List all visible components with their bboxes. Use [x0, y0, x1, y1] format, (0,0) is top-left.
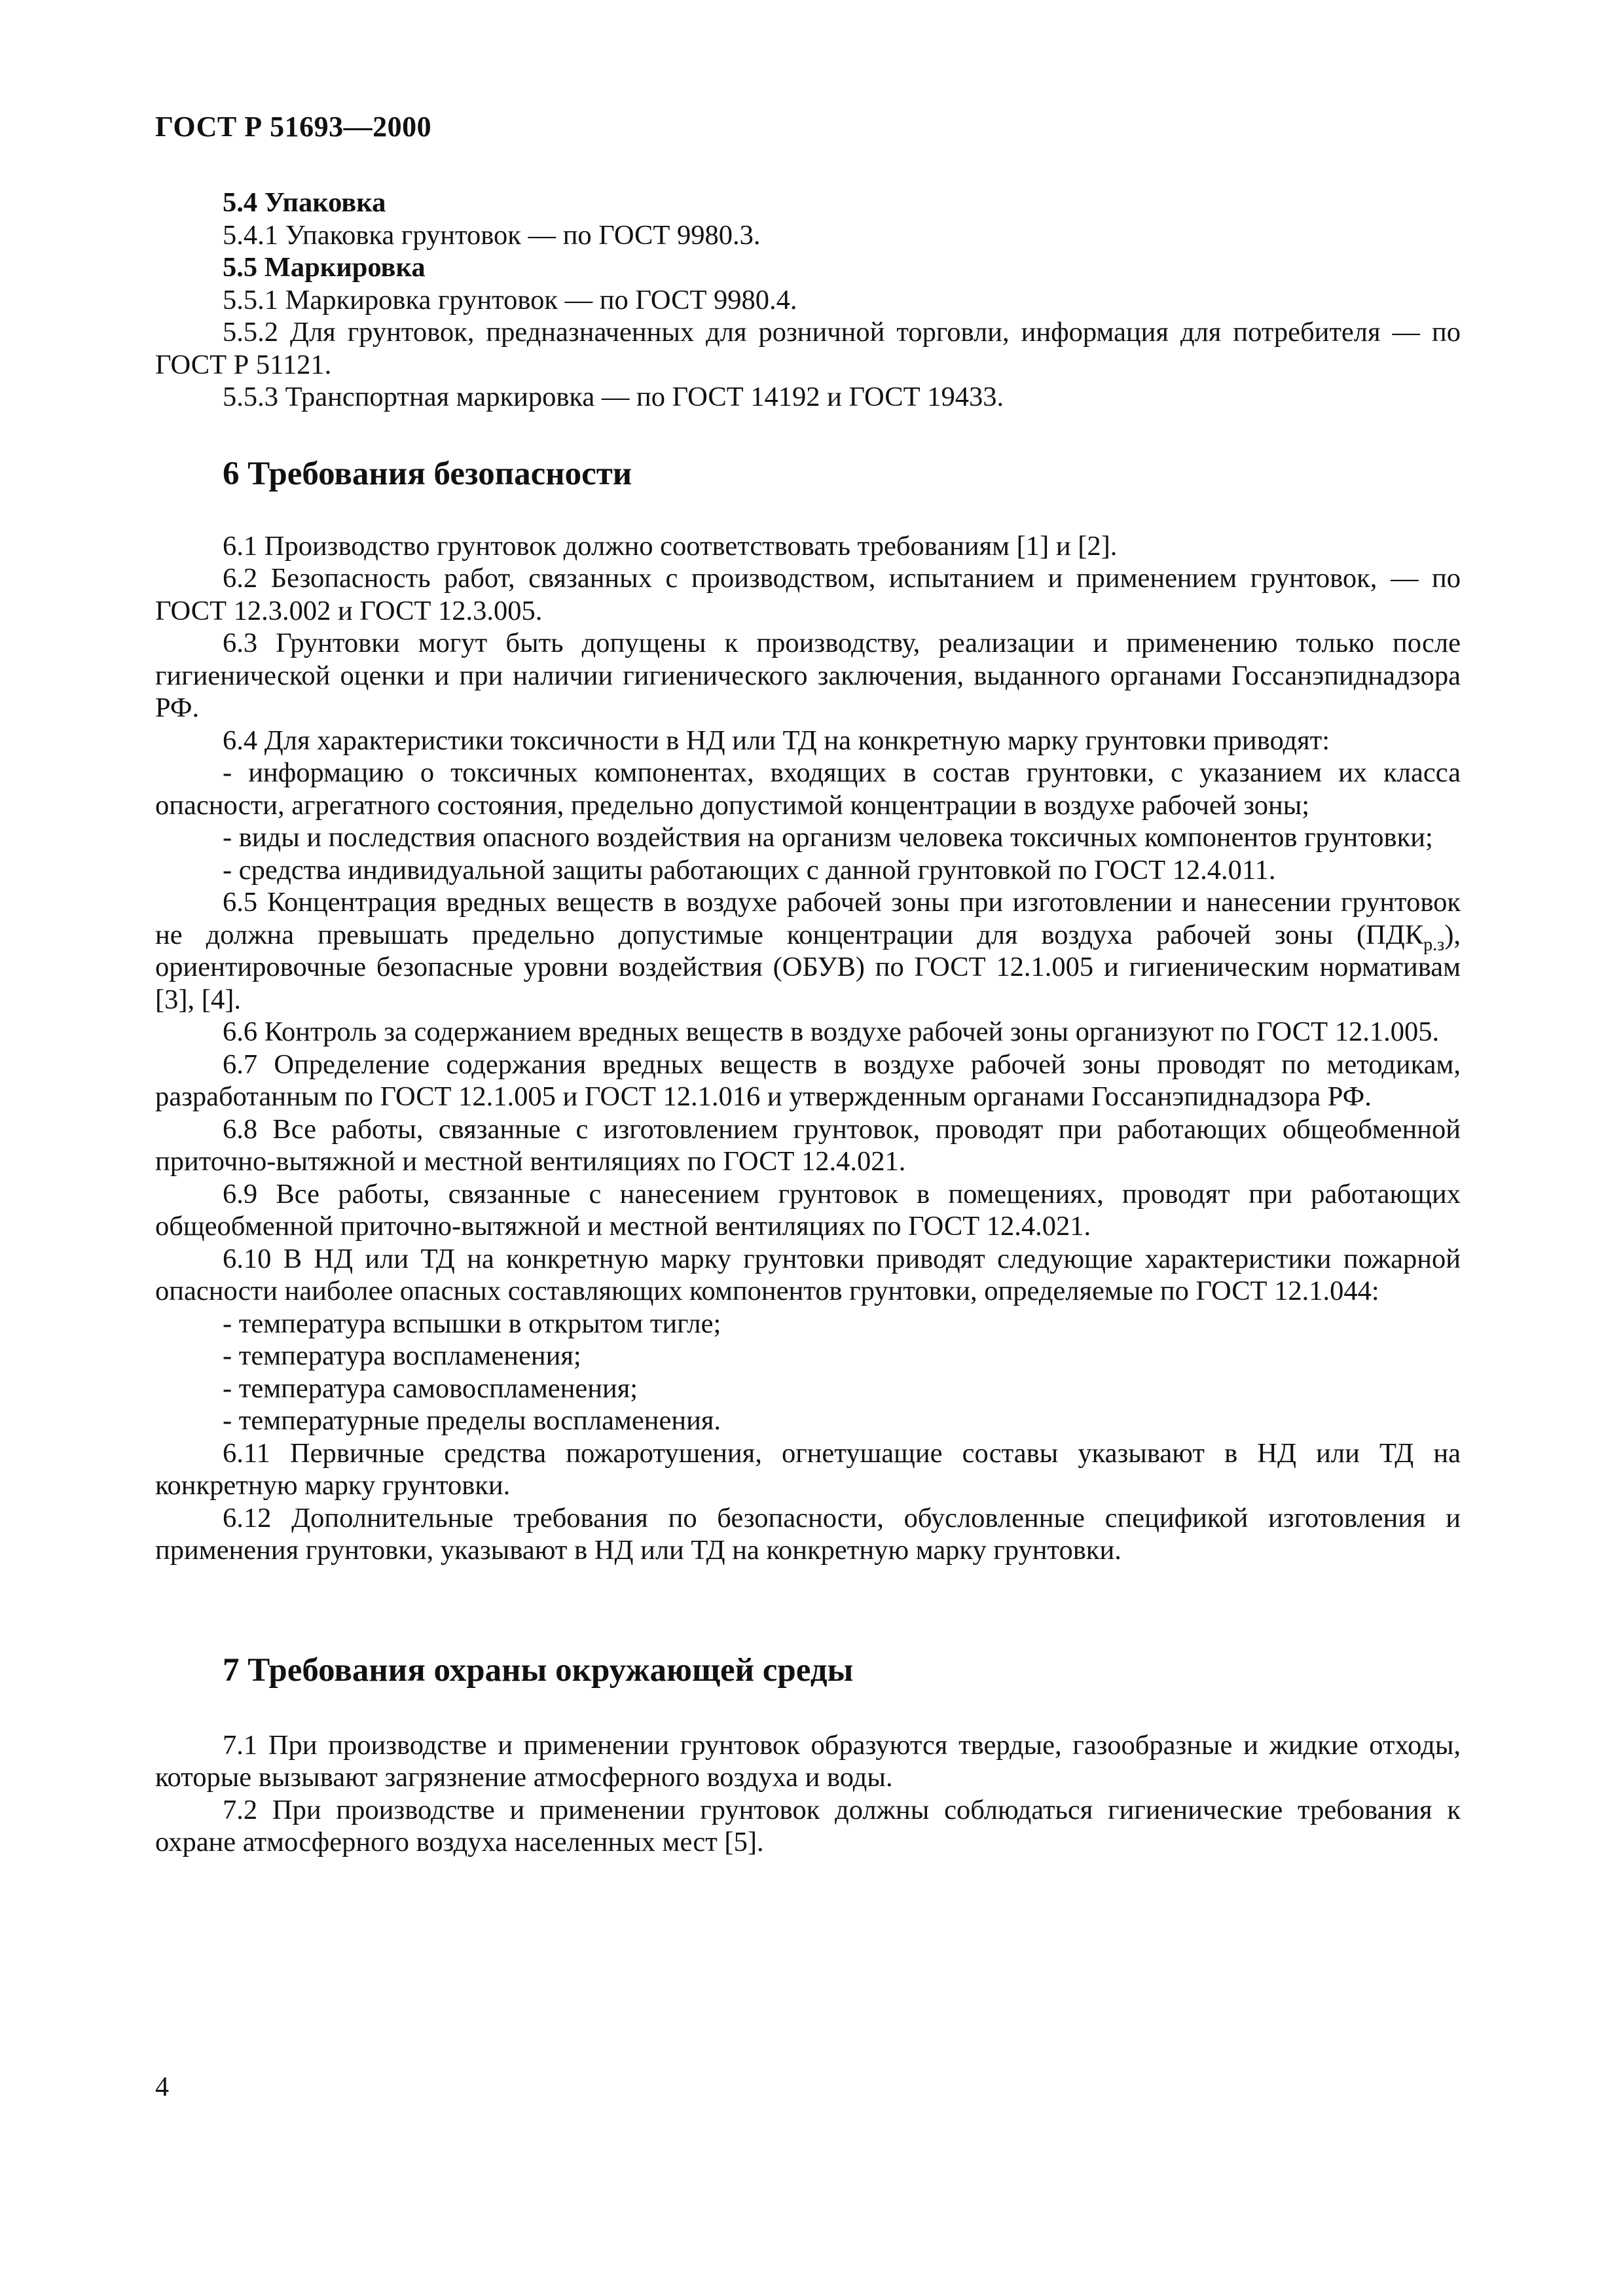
clause-6-5	[155, 886, 1461, 1016]
clause-5-5-2: 5.5.2 Для грунтовок, предназначенных для розничной торговли, информация для потребителя — по ГОСТ Р 51121.	[155, 317, 1461, 380]
list-item: - виды и последствия опасного воздействия на организм человека токсичных компонентов грунтовки;	[223, 822, 1433, 853]
list-item: - средства индивидуальной защиты работающих с данной грунтовкой по ГОСТ 12.4.011.	[223, 854, 1276, 886]
subsection-title-5-5: 5.5 Маркировка	[223, 252, 426, 283]
list-item: - информацию о токсичных компонентах, входящих в состав грунтовки, с указанием их класса опасности, агрегатного состояния, предельно допустимой концентрации в воздухе рабочей зоны;	[155, 757, 1461, 821]
clause-5-4-1: 5.4.1 Упаковка грунтовок — по ГОСТ 9980.3.	[223, 219, 761, 251]
clause-7-1: 7.1 При производстве и применении грунтовок образуются твердые, газообразные и жидкие отходы, которые вызывают загрязнение атмосферного воздуха и воды.	[155, 1729, 1461, 1793]
clause-6-5-text-b: ), ориентировочные безопасные уровни воздействия (ОБУВ) по ГОСТ 12.1.005 и гигиеническим нормативам [3], [4].	[155, 919, 1461, 1015]
clause-6-1: 6.1 Производство грунтовок должно соответствовать требованиям [1] и [2].	[223, 530, 1118, 562]
list-item: - температура вспышки в открытом тигле;	[223, 1308, 721, 1339]
clause-6-9: 6.9 Все работы, связанные с нанесением грунтовок в помещениях, проводят при работающих общеобменной приточно-вытяжной и местной вентиляциях по ГОСТ 12.4.021.	[155, 1178, 1461, 1242]
clause-6-8: 6.8 Все работы, связанные с изготовлением грунтовок, проводят при работающих общеобменной приточно-вытяжной и местной вентиляциях по ГОСТ 12.4.021.	[155, 1113, 1461, 1177]
clause-6-10: 6.10 В НД или ТД на конкретную марку грунтовки приводят следующие характеристики пожарной опасности наиболее опасных составляющих компонентов грунтовки, определяемые по ГОСТ 12.1.044:	[155, 1243, 1461, 1306]
clause-6-3: 6.3 Грунтовки могут быть допущены к производству, реализации и применению только после гигиенической оценки и при наличии гигиенического заключения, выданного органами Госсанэпиднадзора РФ.	[155, 628, 1461, 723]
subsection-title-5-4: 5.4 Упаковка	[223, 187, 386, 218]
clause-6-11: 6.11 Первичные средства пожаротушения, огнетушащие составы указывают в НД или ТД на конкретную марку грунтовки.	[155, 1437, 1461, 1501]
clause-7-2: 7.2 При производстве и применении грунтовок должны соблюдаться гигиенические требования к охране атмосферного воздуха населенных мест [5].	[155, 1794, 1461, 1857]
subscript-rz: р.з	[1423, 934, 1445, 955]
clause-6-2: 6.2 Безопасность работ, связанных с производством, испытанием и применением грунтовок, — по ГОСТ 12.3.002 и ГОСТ 12.3.005.	[155, 563, 1461, 626]
clause-6-5-text-a: 6.5 Концентрация вредных веществ в воздухе рабочей зоны при изготовлении и нанесении грунтовок не должна превышать предельно допустимые концентрации для воздуха рабочей зоны (ПДК	[155, 887, 1461, 950]
clause-5-5-3: 5.5.3 Транспортная маркировка — по ГОСТ 14192 и ГОСТ 19433.	[223, 382, 1004, 412]
clause-6-6: 6.6 Контроль за содержанием вредных веществ в воздухе рабочей зоны организуют по ГОСТ 12.1.005.	[223, 1016, 1440, 1047]
clause-5-5-1: 5.5.1 Маркировка грунтовок — по ГОСТ 9980.4.	[223, 284, 797, 315]
list-item: - температура воспламенения;	[223, 1340, 581, 1371]
document-body	[155, 187, 1461, 1859]
list-item: - температура самовоспламенения;	[223, 1372, 638, 1404]
page-number: 4	[155, 2072, 169, 2102]
section-title-6: 6 Требования безопасности	[223, 455, 632, 492]
clause-6-12: 6.12 Дополнительные требования по безопасности, обусловленные спецификой изготовления и применения грунтовки, указывают в НД или ТД на конкретную марку грунтовки.	[155, 1502, 1461, 1566]
clause-6-4: 6.4 Для характеристики токсичности в НД или ТД на конкретную марку грунтовки приводят:	[223, 725, 1330, 756]
list-item: - температурные пределы воспламенения.	[223, 1405, 721, 1436]
clause-6-7: 6.7 Определение содержания вредных веществ в воздухе рабочей зоны проводят по методикам, разработанным по ГОСТ 12.1.005 и ГОСТ 12.1.016 и утвержденным органами Госсанэпиднадзора РФ.	[155, 1049, 1461, 1112]
document-header: ГОСТ Р 51693—2000	[155, 111, 432, 143]
section-title-7: 7 Требования охраны окружающей среды	[223, 1651, 854, 1689]
